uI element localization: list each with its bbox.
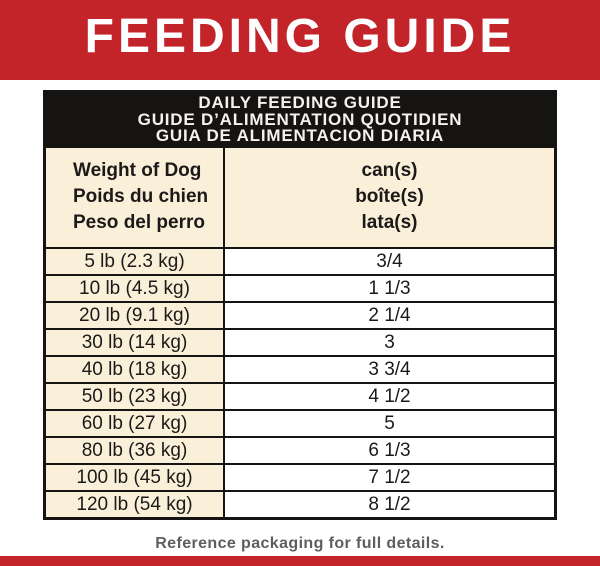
cans-header-english: can(s) xyxy=(361,160,418,181)
cans-cell: 3/4 xyxy=(225,249,554,274)
table-row xyxy=(46,490,554,517)
weight-header-english: Weight of Dog xyxy=(73,160,202,181)
cans-cell: 5 xyxy=(225,411,554,436)
table-title-spanish: GUIA DE ALIMENTACION DIARIA xyxy=(155,126,445,145)
table-row xyxy=(46,247,554,274)
table-title-english: DAILY FEEDING GUIDE xyxy=(198,93,402,112)
table-row xyxy=(46,409,554,436)
cans-cell: 7 1/2 xyxy=(225,465,554,490)
weight-cell: 40 lb (18 kg) xyxy=(46,357,225,382)
bottom-red-bar xyxy=(0,556,600,566)
weight-cell: 20 lb (9.1 kg) xyxy=(46,303,225,328)
weight-cell: 50 lb (23 kg) xyxy=(46,384,225,409)
table-row xyxy=(46,463,554,490)
footnote: Reference packaging for full details. xyxy=(155,534,445,552)
weight-cell: 100 lb (45 kg) xyxy=(46,465,225,490)
weight-cell: 60 lb (27 kg) xyxy=(46,411,225,436)
table-body xyxy=(46,247,554,517)
weight-column-header xyxy=(46,148,225,247)
table-row xyxy=(46,436,554,463)
table-row xyxy=(46,355,554,382)
table-row xyxy=(46,382,554,409)
weight-header-spanish: Peso del perro xyxy=(73,212,205,233)
daily-feeding-guide-table xyxy=(43,90,557,520)
weight-cell: 120 lb (54 kg) xyxy=(46,492,225,517)
table-row xyxy=(46,328,554,355)
feeding-guide-banner xyxy=(0,0,600,80)
table-title-band xyxy=(46,93,554,148)
banner-title: FEEDING GUIDE xyxy=(84,10,516,63)
weight-header-french: Poids du chien xyxy=(73,186,209,207)
cans-cell: 4 1/2 xyxy=(225,384,554,409)
weight-cell: 80 lb (36 kg) xyxy=(46,438,225,463)
cans-header-spanish: lata(s) xyxy=(361,212,418,233)
table-row xyxy=(46,301,554,328)
cans-cell: 8 1/2 xyxy=(225,492,554,517)
cans-cell: 3 xyxy=(225,330,554,355)
cans-cell: 6 1/3 xyxy=(225,438,554,463)
weight-cell: 5 lb (2.3 kg) xyxy=(46,249,225,274)
cans-cell: 2 1/4 xyxy=(225,303,554,328)
cans-header-french: boîte(s) xyxy=(355,186,424,207)
cans-column-header xyxy=(225,148,554,247)
weight-cell: 10 lb (4.5 kg) xyxy=(46,276,225,301)
weight-cell: 30 lb (14 kg) xyxy=(46,330,225,355)
column-header-row xyxy=(46,148,554,247)
table-row xyxy=(46,274,554,301)
cans-cell: 1 1/3 xyxy=(225,276,554,301)
cans-cell: 3 3/4 xyxy=(225,357,554,382)
table-title-french: GUIDE D’ALIMENTATION QUOTIDIEN xyxy=(137,109,463,129)
